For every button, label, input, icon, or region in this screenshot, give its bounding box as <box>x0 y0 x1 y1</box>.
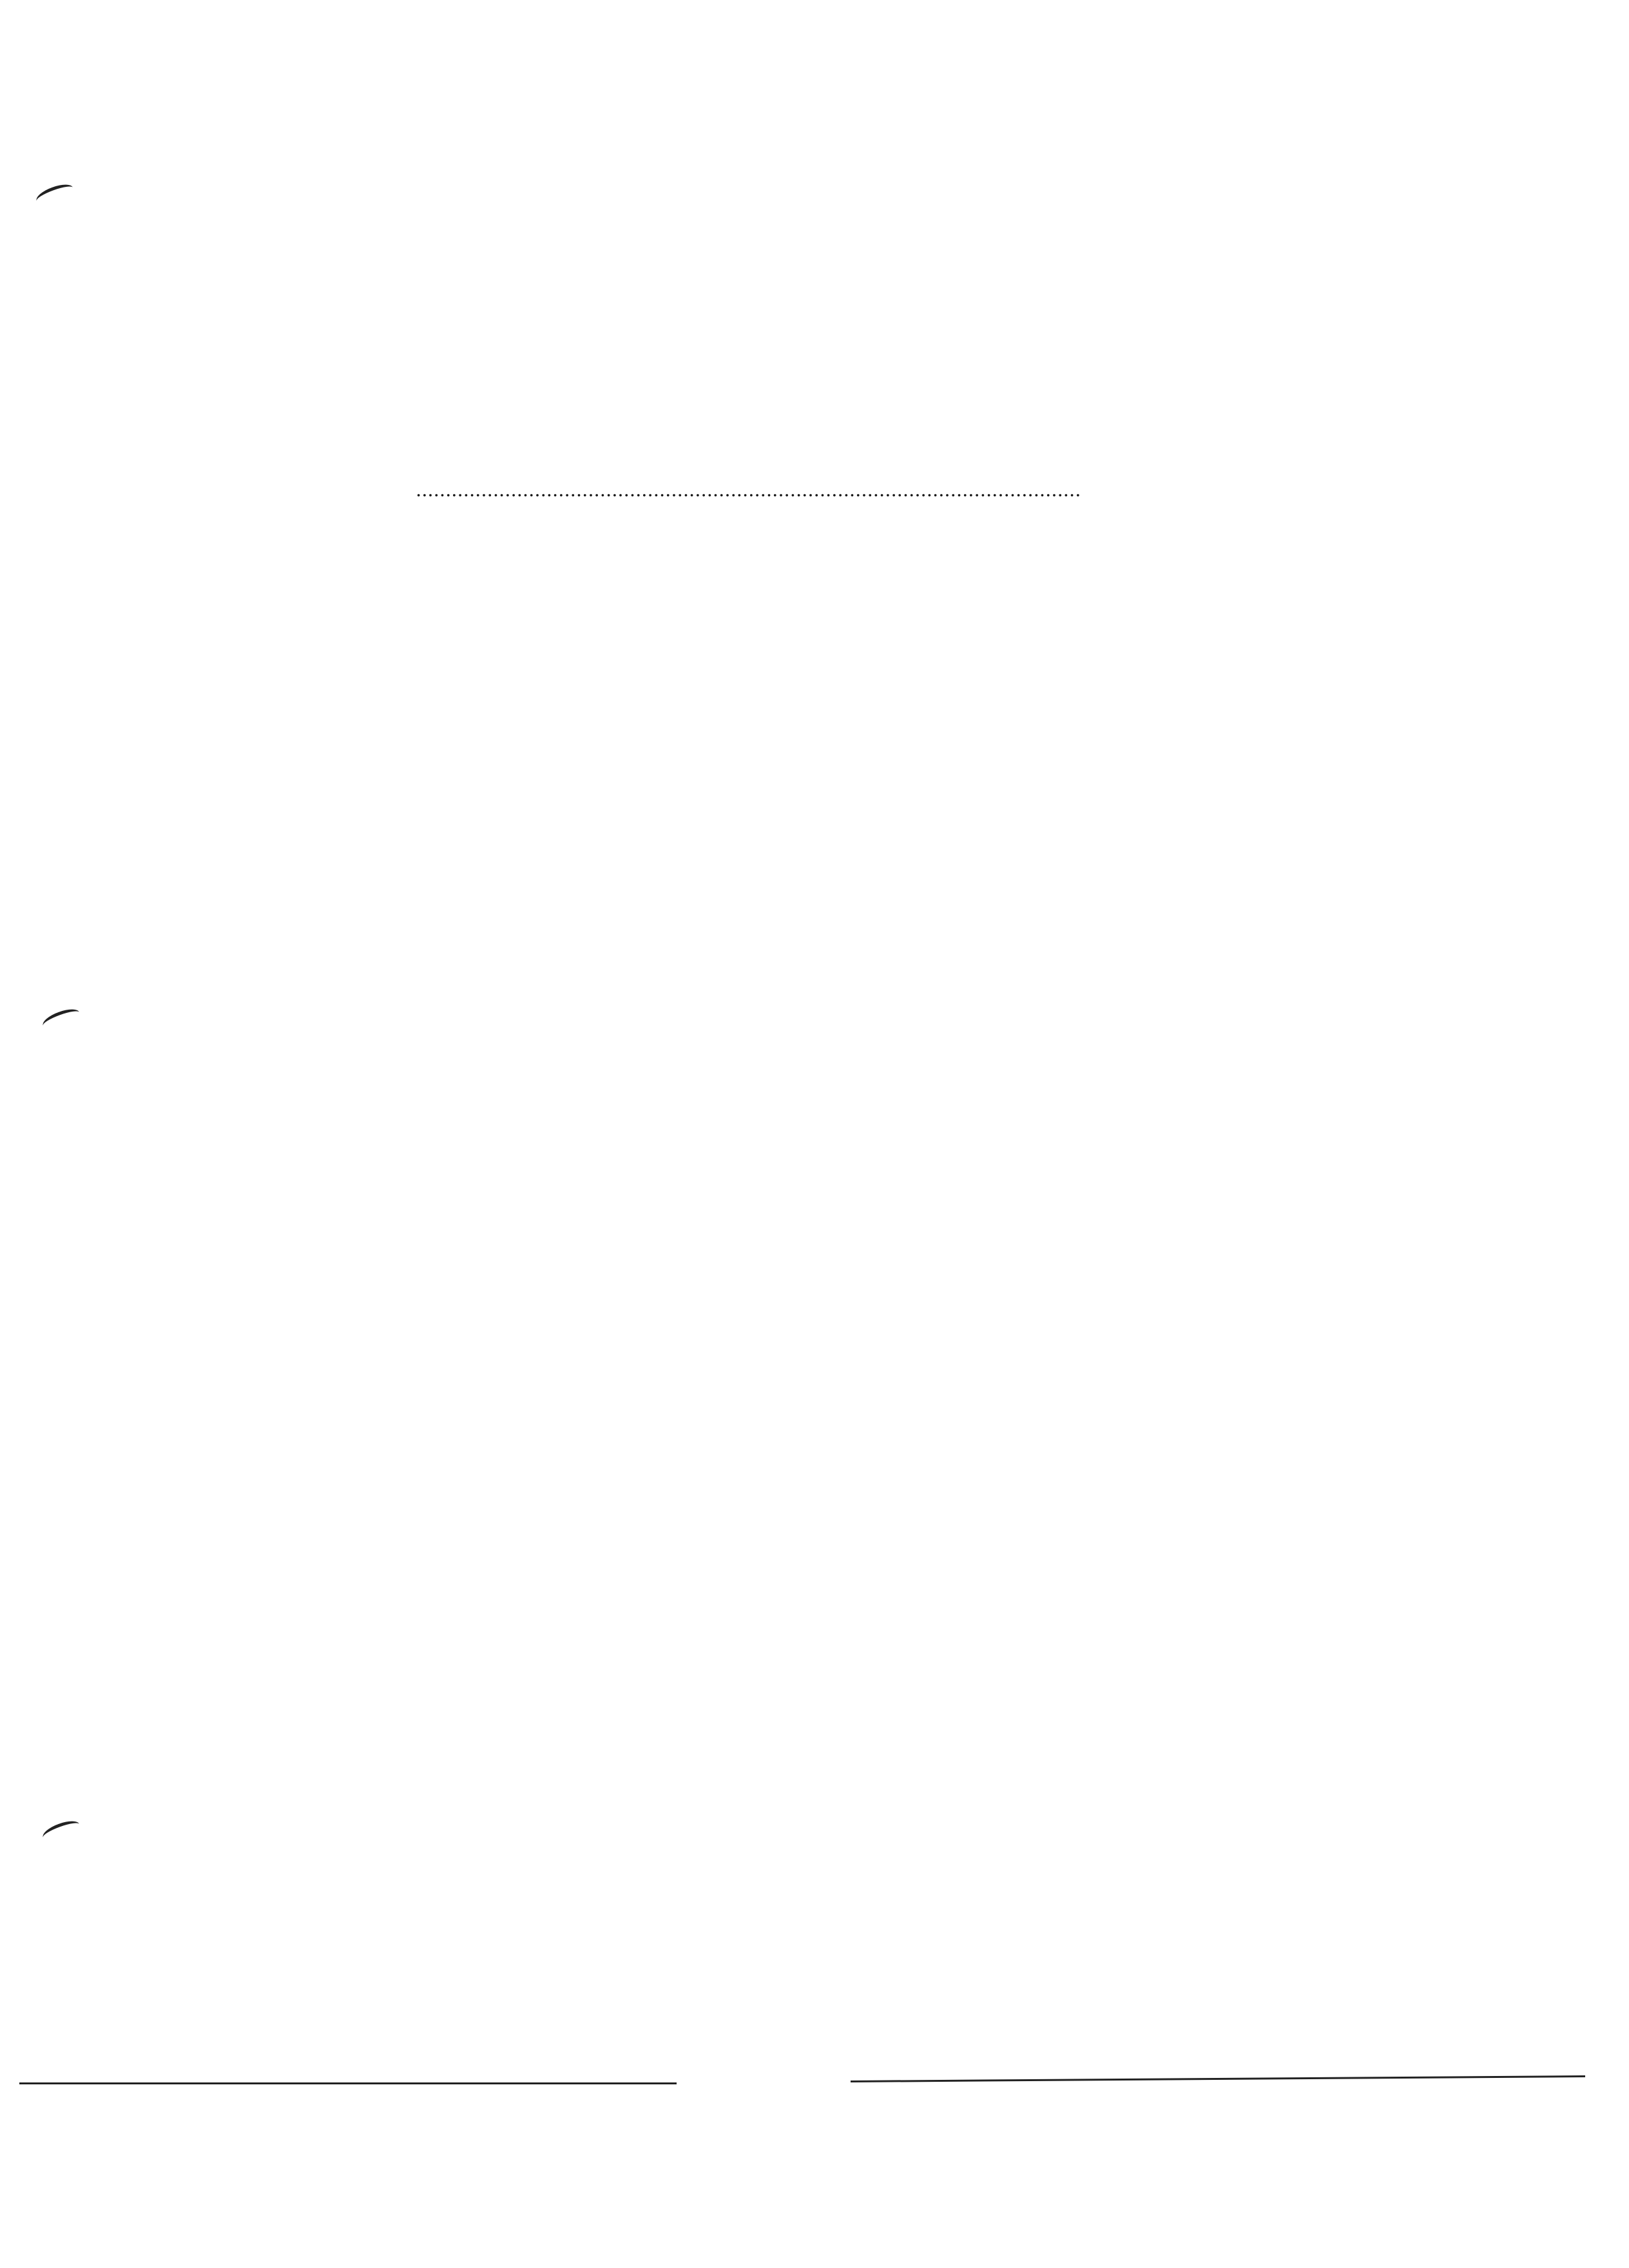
section-heading-270 <box>403 528 423 553</box>
margin-mark <box>41 1817 82 1844</box>
note-row <box>319 478 1576 504</box>
margin-mark <box>41 1005 82 1032</box>
note-row <box>319 455 1576 481</box>
bottom-rule <box>19 2082 677 2084</box>
margin-mark <box>34 180 75 207</box>
parts-list <box>319 0 1576 2268</box>
section-heading-269 <box>403 329 416 354</box>
